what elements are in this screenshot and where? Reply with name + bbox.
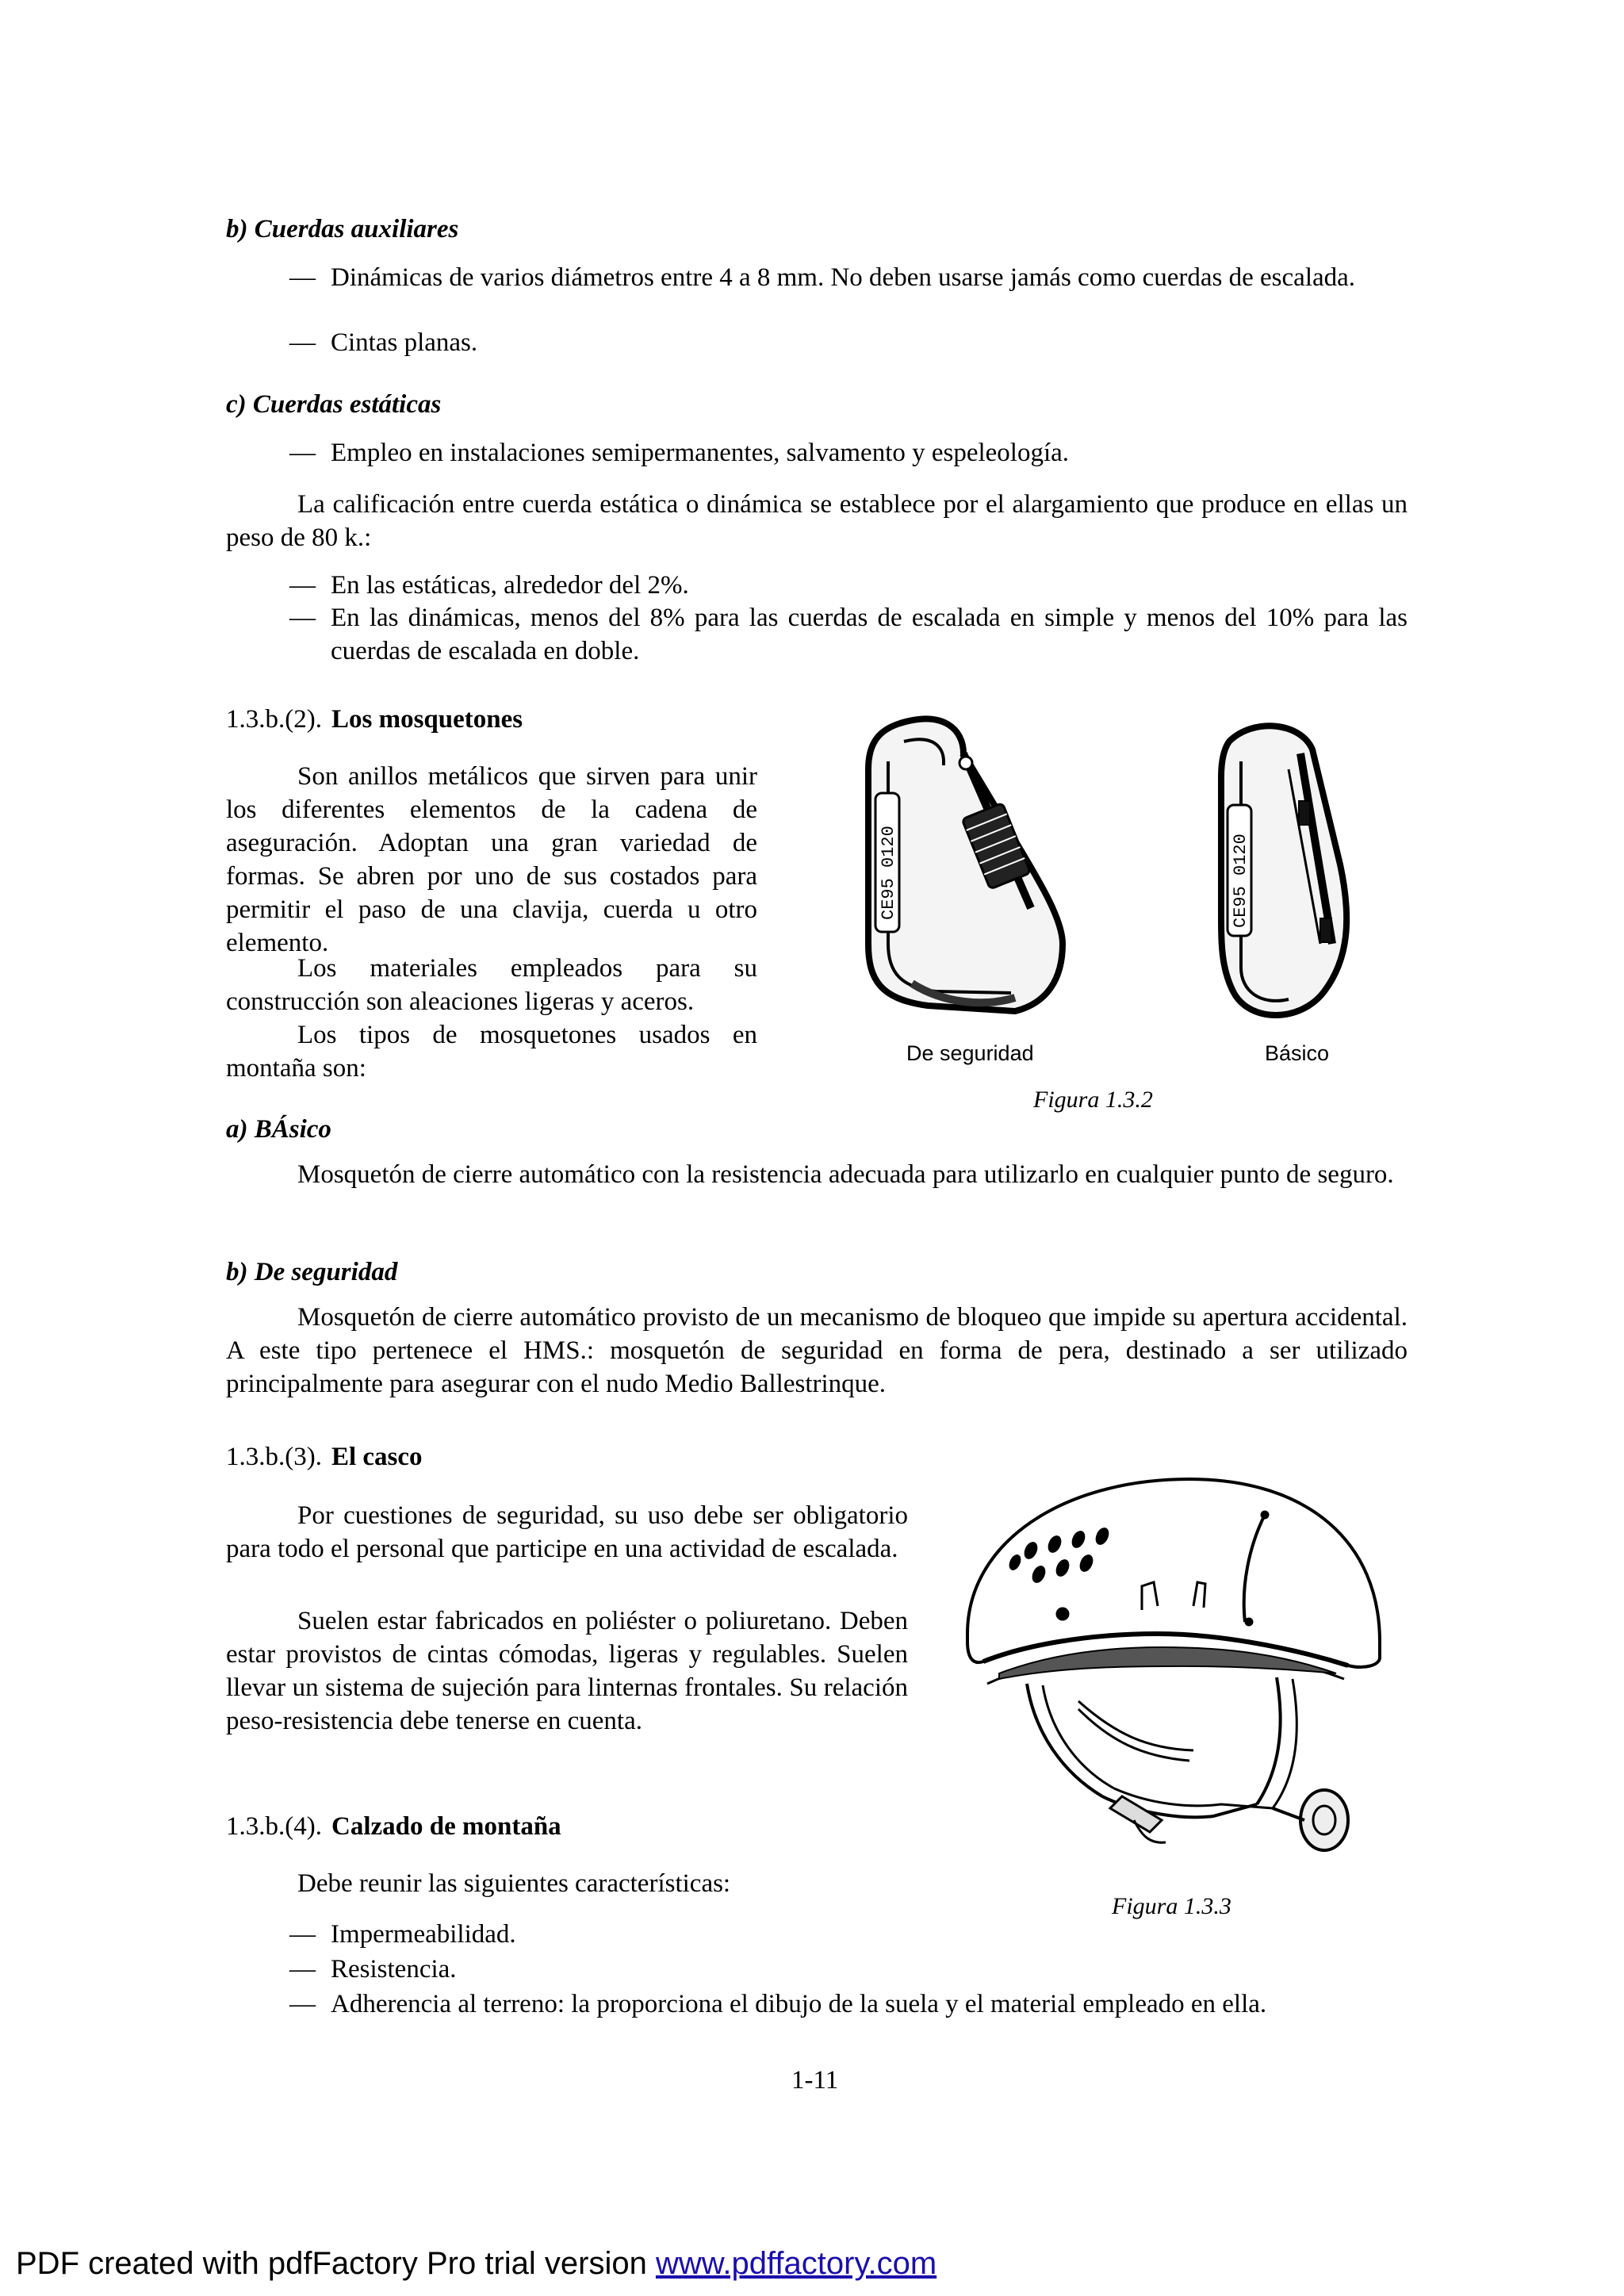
list-item-text: Cintas planas.: [331, 328, 478, 357]
section-number: 1.3.b.(4).: [226, 1812, 322, 1841]
subsection-heading-basico: [226, 1113, 331, 1146]
section-title-text: Los mosquetones: [331, 705, 523, 734]
engraving-text: CE95 0120: [1231, 834, 1251, 928]
footer-link[interactable]: www.pdffactory.com: [655, 2246, 937, 2281]
dash-bullet: —: [289, 439, 316, 467]
list-item-text: En las estáticas, alrededor del 2%.: [331, 571, 689, 600]
list-item: [289, 1953, 1408, 1986]
list-item: [289, 1918, 1408, 1951]
list-item: [289, 601, 1408, 668]
section-title-text: Calzado de montaña: [331, 1812, 561, 1841]
section-number: 1.3.b.(2).: [226, 705, 322, 734]
paragraph: Suelen estar fabricados en poliéster o poliuretano. Deben estar provistos de cintas cómodas, ligeras y regulables. Suelen llevar un sistema de sujeción para linternas frontales. Su relación peso-resistencia debe tenerse en cuenta.: [226, 1607, 908, 1735]
heading-text: c) Cuerdas estáticas: [226, 390, 442, 419]
section-title-text: El casco: [331, 1443, 423, 1471]
paragraph: Los materiales empleados para su construcción son aleaciones ligeras y aceros.: [226, 954, 757, 1016]
list-item: [289, 1987, 1408, 2021]
list-item: [289, 261, 1408, 294]
list-item-text: Resistencia.: [331, 1955, 457, 1984]
list-item: [289, 436, 1408, 470]
page-number: 1-11: [791, 2066, 839, 2095]
paragraph: Mosquetón de cierre automático con la resistencia adecuada para utilizarlo en cualquier punto de seguro.: [297, 1160, 1394, 1189]
paragraph: Los tipos de mosquetones usados en montaña son:: [226, 1021, 757, 1083]
figure-caption: Figura 1.3.3: [1112, 1893, 1231, 1919]
paragraph: Debe reunir las siguientes características:: [297, 1869, 731, 1898]
dash-bullet: —: [289, 263, 316, 292]
heading-text: b) De seguridad: [226, 1258, 398, 1286]
figure-label-de-seguridad: De seguridad: [906, 1041, 1034, 1065]
section-title-casco: [226, 1440, 423, 1474]
footer-text: PDF created with pdfFactory Pro trial version: [16, 2246, 656, 2281]
section-heading-cuerdas-auxiliares: [226, 213, 458, 246]
dash-bullet: —: [289, 571, 316, 600]
paragraph: Por cuestiones de seguridad, su uso debe ser obligatorio para todo el personal que participe en una actividad de escalada.: [226, 1501, 908, 1563]
dash-bullet: —: [289, 328, 316, 357]
list-item-text: Impermeabilidad.: [331, 1920, 516, 1949]
dash-bullet: —: [289, 604, 316, 632]
engraving-text: CE95 0120: [879, 826, 898, 920]
figure-caption: Figura 1.3.2: [1033, 1087, 1153, 1113]
list-item-text: Adherencia al terreno: la proporciona el dibujo de la suela y el material empleado en ella.: [331, 1990, 1267, 2018]
helmet-illustration: [952, 1471, 1411, 1884]
dash-bullet: —: [289, 1920, 316, 1949]
subsection-heading-de-seguridad: [226, 1255, 397, 1289]
dash-bullet: —: [289, 1955, 316, 1984]
paragraph: Mosquetón de cierre automático provisto de un mecanismo de bloqueo que impide su apertura accidental. A este tipo pertenece el HMS.: mosquetón de seguridad en forma de pera, destinado a ser utilizado principalmente para asegurar con el nudo Medio Ballestrinque.: [226, 1303, 1408, 1398]
section-title-calzado: [226, 1810, 561, 1843]
heading-text: a) BÁsico: [226, 1115, 331, 1144]
section-title-mosquetones: [226, 703, 523, 736]
dash-bullet: —: [289, 1990, 316, 2018]
helmet-drawing: [967, 1479, 1380, 1850]
list-item: [289, 569, 1408, 602]
list-item: [289, 326, 1408, 359]
paragraph: La calificación entre cuerda estática o dinámica se establece por el alargamiento que produce en ellas un peso de 80 k.:: [226, 490, 1408, 552]
pdf-footer: [16, 2246, 936, 2282]
heading-text: b) Cuerdas auxiliares: [226, 215, 459, 243]
list-item-text: Empleo en instalaciones semipermanentes, salvamento y espeleología.: [331, 439, 1070, 467]
section-number: 1.3.b.(3).: [226, 1443, 322, 1471]
figure-label-basico: Básico: [1265, 1041, 1330, 1065]
section-heading-cuerdas-estaticas: [226, 388, 441, 421]
paragraph: Son anillos metálicos que sirven para unir los diferentes elementos de la cadena de aseguración. Adoptan una gran variedad de formas. Se abren por uno de sus costados para permitir el paso de una clavija, cuerda u otro elemento.: [226, 762, 757, 957]
list-item-text: En las dinámicas, menos del 8% para las cuerdas de escalada en simple y menos del 10% para las cuerdas de escalada en doble.: [331, 604, 1408, 665]
list-item-text: Dinámicas de varios diámetros entre 4 a 8 mm. No deben usarse jamás como cuerdas de escalada.: [331, 263, 1356, 292]
carabiners-illustration: [825, 706, 1427, 1047]
